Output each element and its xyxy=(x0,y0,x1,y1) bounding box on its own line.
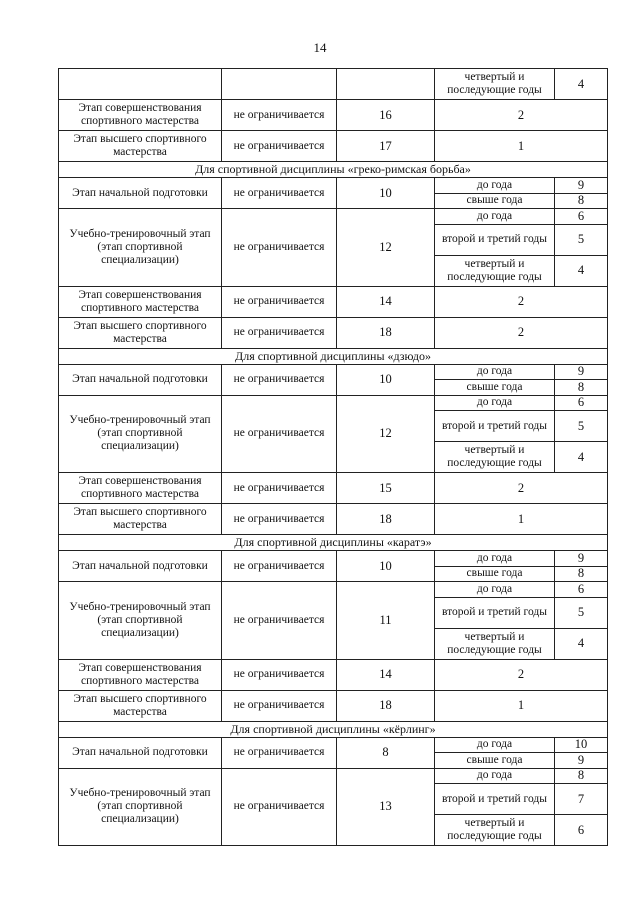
stage-cell: Этап начальной подготовки xyxy=(59,737,222,768)
duration-cell: не ограничивается xyxy=(222,100,337,131)
age-cell: 18 xyxy=(337,690,435,721)
age-cell: 14 xyxy=(337,659,435,690)
age-cell: 10 xyxy=(337,178,435,209)
count-cell: 4 xyxy=(555,628,608,659)
period-cell: до года xyxy=(435,582,555,598)
period-cell: второй и третий годы xyxy=(435,597,555,628)
count-cell: 9 xyxy=(555,178,608,194)
stage-cell: Учебно-тренировочный этап (этап спортивной специализации) xyxy=(59,582,222,660)
stage-cell: Учебно-тренировочный этап (этап спортивной специализации) xyxy=(59,768,222,846)
age-cell: 17 xyxy=(337,131,435,162)
table-row xyxy=(59,178,608,194)
discipline-header-row xyxy=(59,348,608,364)
count-cell: 2 xyxy=(435,100,608,131)
table-row xyxy=(59,737,608,753)
table-row xyxy=(59,100,608,131)
age-cell: 11 xyxy=(337,582,435,660)
discipline-title: Для спортивной дисциплины «кёрлинг» xyxy=(59,721,608,737)
period-cell: до года xyxy=(435,178,555,194)
duration-cell: не ограничивается xyxy=(222,209,337,287)
count-cell: 4 xyxy=(555,255,608,286)
duration-cell: не ограничивается xyxy=(222,395,337,473)
table-row xyxy=(59,551,608,567)
period-cell: четвертый и последующие годы xyxy=(435,442,555,473)
table-row xyxy=(59,582,608,598)
stage-cell: Учебно-тренировочный этап (этап спортивной специализации) xyxy=(59,209,222,287)
count-cell: 8 xyxy=(555,768,608,784)
duration-cell: не ограничивается xyxy=(222,473,337,504)
age-cell: 10 xyxy=(337,551,435,582)
duration-cell: не ограничивается xyxy=(222,551,337,582)
stage-cell: Этап совершенствования спортивного мастерства xyxy=(59,100,222,131)
count-cell: 10 xyxy=(555,737,608,753)
stage-cell: Этап высшего спортивного мастерства xyxy=(59,504,222,535)
age-cell: 13 xyxy=(337,768,435,846)
count-cell: 2 xyxy=(435,659,608,690)
period-cell: свыше года xyxy=(435,753,555,769)
count-cell: 6 xyxy=(555,582,608,598)
period-cell: четвертый и последующие годы xyxy=(435,255,555,286)
discipline-title: Для спортивной дисциплины «греко-римская борьба» xyxy=(59,162,608,178)
count-cell: 4 xyxy=(555,442,608,473)
stage-cell: Этап высшего спортивного мастерства xyxy=(59,690,222,721)
stage-cell: Этап высшего спортивного мастерства xyxy=(59,317,222,348)
stage-cell: Этап совершенствования спортивного мастерства xyxy=(59,473,222,504)
duration-cell: не ограничивается xyxy=(222,582,337,660)
age-cell: 18 xyxy=(337,504,435,535)
period-cell: до года xyxy=(435,551,555,567)
duration-cell: не ограничивается xyxy=(222,131,337,162)
period-cell: до года xyxy=(435,395,555,411)
count-cell: 4 xyxy=(555,69,608,100)
duration-cell: не ограничивается xyxy=(222,504,337,535)
table-row xyxy=(59,690,608,721)
duration-cell: не ограничивается xyxy=(222,317,337,348)
discipline-header-row xyxy=(59,162,608,178)
table-row xyxy=(59,286,608,317)
count-cell: 2 xyxy=(435,317,608,348)
period-cell: четвертый и последующие годы xyxy=(435,628,555,659)
period-cell: до года xyxy=(435,737,555,753)
duration-cell: не ограничивается xyxy=(222,659,337,690)
period-cell: свыше года xyxy=(435,380,555,396)
age-cell: 14 xyxy=(337,286,435,317)
count-cell: 6 xyxy=(555,209,608,225)
discipline-title: Для спортивной дисциплины «каратэ» xyxy=(59,535,608,551)
count-cell: 8 xyxy=(555,566,608,582)
period-cell: второй и третий годы xyxy=(435,411,555,442)
table-row xyxy=(59,209,608,225)
age-cell: 10 xyxy=(337,364,435,395)
age-cell: 18 xyxy=(337,317,435,348)
duration-cell: не ограничивается xyxy=(222,768,337,846)
duration-cell: не ограничивается xyxy=(222,737,337,768)
age-cell: 16 xyxy=(337,100,435,131)
period-cell: четвертый и последующие годы xyxy=(435,815,555,846)
period-cell: свыше года xyxy=(435,193,555,209)
table-row xyxy=(59,473,608,504)
age-cell: 12 xyxy=(337,209,435,287)
duration-cell xyxy=(222,69,337,100)
period-cell: второй и третий годы xyxy=(435,784,555,815)
stage-cell xyxy=(59,69,222,100)
discipline-title: Для спортивной дисциплины «дзюдо» xyxy=(59,348,608,364)
age-cell: 15 xyxy=(337,473,435,504)
count-cell: 6 xyxy=(555,395,608,411)
table-row xyxy=(59,131,608,162)
table-row xyxy=(59,768,608,784)
age-cell: 12 xyxy=(337,395,435,473)
count-cell: 6 xyxy=(555,815,608,846)
stage-cell: Этап совершенствования спортивного мастерства xyxy=(59,659,222,690)
period-cell: до года xyxy=(435,209,555,225)
stage-cell: Этап высшего спортивного мастерства xyxy=(59,131,222,162)
count-cell: 2 xyxy=(435,286,608,317)
table-row xyxy=(59,317,608,348)
period-cell: до года xyxy=(435,768,555,784)
period-cell: до года xyxy=(435,364,555,380)
stage-cell: Этап совершенствования спортивного мастерства xyxy=(59,286,222,317)
count-cell: 9 xyxy=(555,551,608,567)
period-cell: четвертый и последующие годы xyxy=(435,69,555,100)
stage-cell: Этап начальной подготовки xyxy=(59,551,222,582)
stage-cell: Учебно-тренировочный этап (этап спортивной специализации) xyxy=(59,395,222,473)
count-cell: 1 xyxy=(435,504,608,535)
count-cell: 8 xyxy=(555,193,608,209)
table-row xyxy=(59,659,608,690)
age-cell xyxy=(337,69,435,100)
duration-cell: не ограничивается xyxy=(222,690,337,721)
stage-cell: Этап начальной подготовки xyxy=(59,178,222,209)
age-cell: 8 xyxy=(337,737,435,768)
duration-cell: не ограничивается xyxy=(222,178,337,209)
period-cell: второй и третий годы xyxy=(435,224,555,255)
sports-training-table xyxy=(58,68,608,846)
count-cell: 1 xyxy=(435,131,608,162)
duration-cell: не ограничивается xyxy=(222,286,337,317)
count-cell: 1 xyxy=(435,690,608,721)
count-cell: 5 xyxy=(555,224,608,255)
page-number: 14 xyxy=(313,40,327,55)
discipline-header-row xyxy=(59,721,608,737)
table-row xyxy=(59,504,608,535)
table-row xyxy=(59,69,608,100)
count-cell: 5 xyxy=(555,597,608,628)
stage-cell: Этап начальной подготовки xyxy=(59,364,222,395)
count-cell: 9 xyxy=(555,364,608,380)
count-cell: 9 xyxy=(555,753,608,769)
count-cell: 2 xyxy=(435,473,608,504)
count-cell: 7 xyxy=(555,784,608,815)
period-cell: свыше года xyxy=(435,566,555,582)
count-cell: 8 xyxy=(555,380,608,396)
table-row xyxy=(59,364,608,380)
count-cell: 5 xyxy=(555,411,608,442)
duration-cell: не ограничивается xyxy=(222,364,337,395)
table-row xyxy=(59,395,608,411)
discipline-header-row xyxy=(59,535,608,551)
